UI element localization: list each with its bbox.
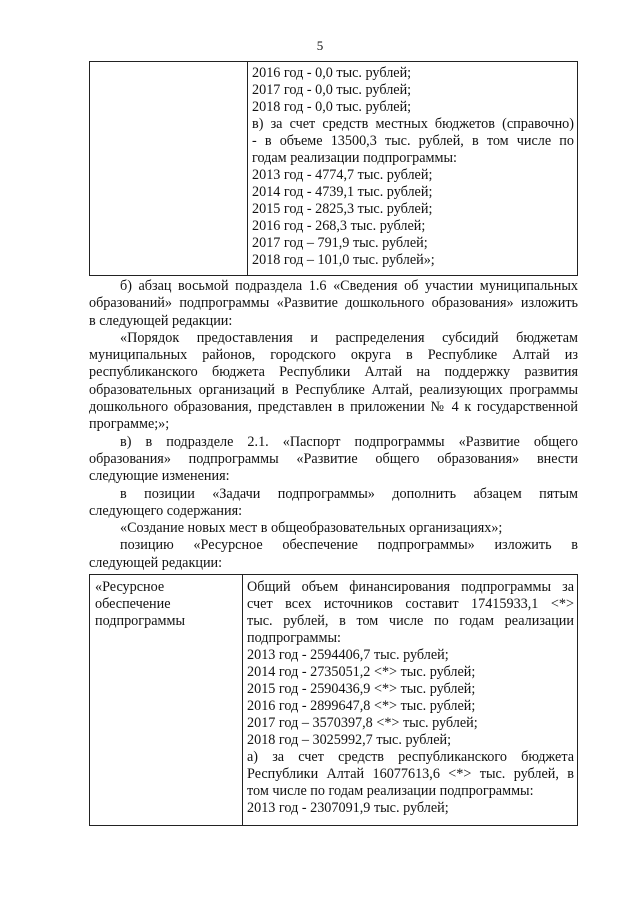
funding-line: годам реализации подпрограммы: bbox=[252, 150, 457, 166]
funding-line: 2015 год - 2825,3 тыс. рублей; bbox=[252, 201, 433, 217]
funding-line: тыс. рублей, в том числе по годам реализации bbox=[247, 613, 574, 629]
paragraph-line: б) абзац восьмой подраздела 1.6 «Сведения об участии муниципальных bbox=[120, 278, 578, 294]
paragraph-line: образовательных организаций в Республике Алтай, реализующих программы bbox=[89, 381, 578, 398]
paragraph-line: следующей редакции: bbox=[89, 554, 223, 571]
funding-line: подпрограммы: bbox=[247, 630, 341, 646]
funding-line: том числе по годам реализации подпрограммы: bbox=[247, 783, 534, 799]
paragraph-line: «Порядок предоставления и распределения субсидий бюджетам bbox=[120, 329, 578, 346]
paragraph-line: муниципальных районов, городского округа в Республике Алтай из bbox=[89, 347, 578, 364]
paragraph-line: республиканского бюджета Республики Алтай на поддержку развития bbox=[89, 364, 578, 381]
funding-line: 2013 год - 2307091,9 тыс. рублей; bbox=[247, 800, 449, 816]
funding-line: счет всех источников составит 17415933,1 <*> bbox=[247, 596, 574, 612]
funding-line: 2017 год – 3570397,8 <*> тыс. рублей; bbox=[247, 715, 478, 731]
funding-line: 2013 год - 2594406,7 тыс. рублей; bbox=[247, 647, 449, 663]
page-number: 5 bbox=[316, 38, 324, 53]
funding-line: Республики Алтай 16077613,6 <*> тыс. рублей, в bbox=[247, 766, 574, 782]
funding-line: а) за счет средств республиканского бюджета bbox=[247, 749, 574, 765]
funding-line: 2016 год - 268,3 тыс. рублей; bbox=[252, 218, 426, 234]
funding-table-continued bbox=[89, 61, 578, 276]
funding-line: - в объеме 13500,3 тыс. рублей, в том числе по bbox=[252, 133, 574, 149]
funding-line: 2018 год – 3025992,7 тыс. рублей; bbox=[247, 732, 452, 748]
funding-line: 2016 год - 2899647,8 <*> тыс. рублей; bbox=[247, 698, 476, 714]
funding-line: 2014 год - 4739,1 тыс. рублей; bbox=[252, 184, 433, 200]
funding-line: 2015 год - 2590436,9 <*> тыс. рублей; bbox=[247, 681, 476, 697]
column-divider bbox=[242, 575, 243, 825]
paragraph-line: программе;»; bbox=[89, 416, 170, 433]
position-line: «Ресурсное bbox=[95, 579, 165, 595]
funding-line: 2014 год - 2735051,2 <*> тыс. рублей; bbox=[247, 664, 476, 680]
paragraph-line: в следующей редакции: bbox=[89, 312, 233, 329]
paragraph-line: в) в подразделе 2.1. «Паспорт подпрограммы «Развитие общего bbox=[120, 433, 578, 450]
funding-line: 2017 год – 791,9 тыс. рублей; bbox=[252, 235, 428, 251]
funding-line: 2016 год - 0,0 тыс. рублей; bbox=[252, 65, 412, 81]
amendment-text bbox=[89, 278, 578, 572]
column-divider bbox=[247, 62, 248, 275]
funding-line: в) за счет средств местных бюджетов (справочно) bbox=[252, 116, 574, 132]
paragraph-line: следующего содержания: bbox=[89, 502, 243, 519]
funding-cell bbox=[247, 579, 574, 817]
paragraph-line: «Создание новых мест в общеобразовательных организациях»; bbox=[120, 520, 503, 537]
position-line: обеспечение bbox=[95, 596, 171, 612]
paragraph-line: образований» подпрограммы «Развитие дошкольного образования» изложить bbox=[89, 295, 578, 312]
paragraph-line: дошкольного образования, представлен в приложении № 4 к государственной bbox=[89, 399, 578, 416]
funding-line: 2018 год – 101,0 тыс. рублей»; bbox=[252, 252, 435, 268]
paragraph-line: следующие изменения: bbox=[89, 468, 230, 485]
paragraph-line: образования» подпрограммы «Развитие общего образования» внести bbox=[89, 450, 578, 467]
paragraph-line: позицию «Ресурсное обеспечение подпрограммы» изложить в bbox=[120, 537, 578, 554]
funding-line: 2013 год - 4774,7 тыс. рублей; bbox=[252, 167, 433, 183]
resource-provision-table bbox=[89, 574, 578, 826]
paragraph-line: в позиции «Задачи подпрограммы» дополнить абзацем пятым bbox=[120, 485, 578, 502]
funding-cell bbox=[252, 65, 574, 269]
position-line: подпрограммы bbox=[95, 613, 185, 629]
funding-line: 2017 год - 0,0 тыс. рублей; bbox=[252, 82, 412, 98]
position-name-cell bbox=[95, 579, 235, 630]
funding-line: 2018 год - 0,0 тыс. рублей; bbox=[252, 99, 412, 115]
funding-line: Общий объем финансирования подпрограммы за bbox=[247, 579, 574, 595]
